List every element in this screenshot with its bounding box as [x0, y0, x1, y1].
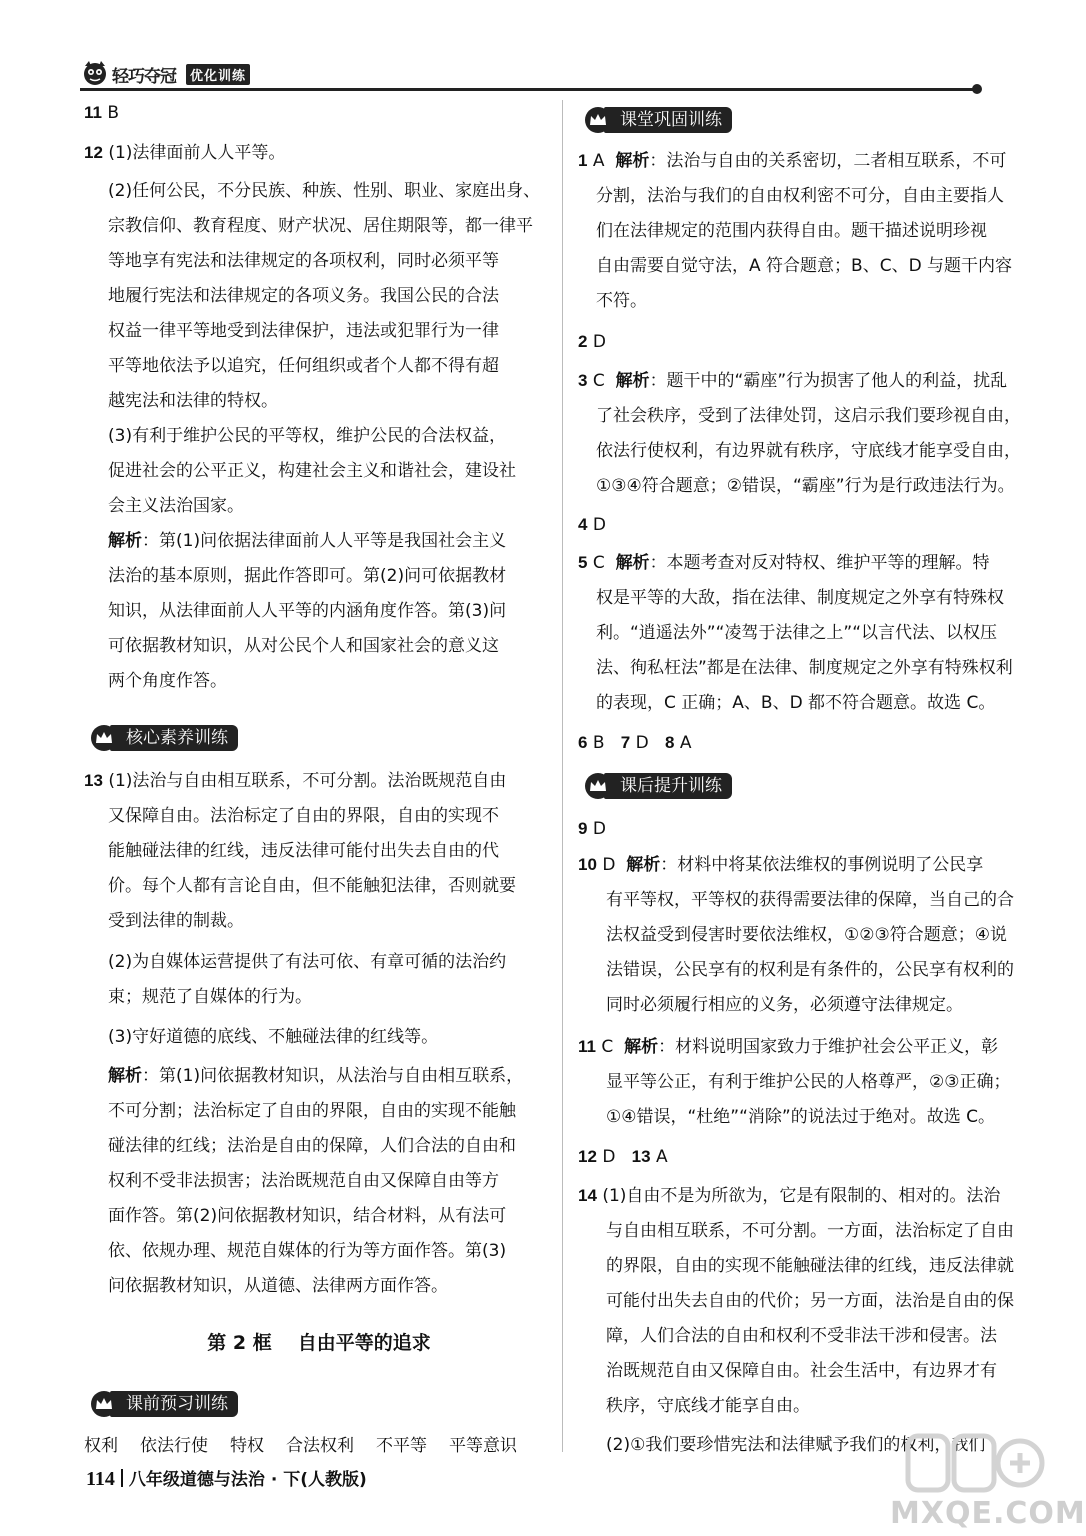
answer-11-line: 11 C 解析：材料说明国家致力于维护社会公平正义，彰 — [578, 1037, 999, 1057]
answer-9: 9 D — [578, 819, 606, 839]
answer-3-line: 了社会秩序，受到了法律处罚，这启示我们要珍视自由， — [596, 406, 1021, 426]
answer-1-line: 分割，法治与我们的自由权利密不可分，自由主要指人 — [596, 186, 1004, 206]
lesson-title: 第 2 框 自由平等的追求 — [207, 1332, 431, 1354]
analysis-label: 解析 — [615, 553, 650, 573]
answer-14-line: 治既规范自由又保障自由。社会生活中，有边界才有 — [606, 1361, 997, 1381]
watermark-text: MXQE.COM — [890, 1496, 1086, 1531]
answer-5-line: 权是平等的大敌，指在法律、制度规定之外享有特殊权 — [596, 588, 1004, 608]
watermark-stamp-icon — [904, 1430, 1044, 1496]
answer-13-line: 能触碰法律的红线，违反法律可能付出失去自由的代 — [108, 841, 499, 861]
answer-11-line: ①④错误，“杜绝”“消除”的说法过于绝对。故选 C。 — [606, 1107, 995, 1127]
answer-14-line: 障，人们合法的自由和权利不受非法干涉和侵害。法 — [606, 1326, 997, 1346]
answer-3-line: 3 C 解析：题干中的“霸座”行为损害了他人的利益，扰乱 — [578, 371, 1008, 391]
answer-11-line: 显平等公正，有利于维护公民的人格尊严，②③正确； — [606, 1072, 1011, 1092]
answer-14-line: 与自由相互联系，不可分割。一方面，法治标定了自由 — [606, 1221, 1014, 1241]
answer-13-line: 价。每个人都有言论自由，但不能触犯法律，否则就要 — [108, 876, 516, 896]
header-rule — [80, 88, 980, 91]
answer-4: 4 D — [578, 515, 606, 535]
section-tag-label: 核心素养训练 — [110, 725, 238, 751]
answer-5-line: 5 C 解析：本题考查对反对特权、维护平等的理解。特 — [578, 553, 990, 573]
answer-5-line: 的表现，C 正确；A、B、D 都不符合题意。故选 C。 — [596, 693, 996, 713]
answer-12-line: 促进社会的公平正义，构建社会主义和谐社会，建设社 — [108, 461, 516, 481]
answer-13-line: (3)守好道德的底线、不触碰法律的红线等。 — [108, 1027, 439, 1047]
answer-14-line: 的界限，自由的实现不能触碰法律的红线，违反法律就 — [606, 1256, 1014, 1276]
crown-icon — [584, 106, 614, 134]
analysis-label: 解析 — [615, 371, 650, 391]
book-title: 八年级道德与法治 · 下(人教版) — [128, 1470, 367, 1490]
analysis-13-line: 问依据教材知识，从道德、法律两方面作答。 — [108, 1276, 448, 1296]
analysis-label: 解析 — [615, 151, 650, 171]
answer-12-line: 平等地依法予以追究，任何组织或者个人都不得有超 — [108, 356, 499, 376]
answer-1-line: 们在法律规定的范围内获得自由。题干描述说明珍视 — [596, 221, 987, 241]
answer-14-line: 14 (1)自由不是为所欲为，它是有限制的、相对的。法治 — [578, 1186, 1001, 1206]
section-tag-label: 课后提升训练 — [604, 773, 732, 799]
brand-subtitle: 优化训练 — [186, 64, 250, 85]
keyword: 不平等 — [376, 1436, 427, 1456]
answer-13-line: 又保障自由。法治标定了自由的界限，自由的实现不 — [108, 806, 499, 826]
header-rule-end-dot — [972, 84, 982, 94]
keyword: 依法行使 — [140, 1436, 208, 1456]
answer-12-line: 宗教信仰、教育程度、财产状况、居住期限等，都一律平 — [108, 216, 533, 236]
answer-10-line: 法权益受到侵害时要依法维权，①②③符合题意；④说 — [606, 925, 1007, 945]
analysis-13-line: 依、依规办理、规范自媒体的行为等方面作答。第(3) — [108, 1241, 507, 1261]
analysis-13-line: 解析：第(1)问依据教材知识，从法治与自由相互联系， — [108, 1066, 524, 1086]
footer-separator — [121, 1469, 123, 1487]
answer-3-line: ①③④符合题意；②错误，“霸座”行为是行政违法行为。 — [596, 476, 1015, 496]
section-tag-label: 课前预习训练 — [110, 1391, 238, 1417]
keyword: 合法权利 — [286, 1436, 354, 1456]
analysis-label: 解析 — [626, 855, 661, 875]
analysis-label: 解析 — [624, 1037, 659, 1057]
answer-13-line: (2)为自媒体运营提供了有法可依、有章可循的法治约 — [108, 952, 507, 972]
watermark — [890, 1430, 1086, 1536]
answer-10-line: 10 D 解析：材料中将某依法维权的事例说明了公民享 — [578, 855, 984, 875]
page-footer — [86, 1464, 367, 1494]
answer-12-line: 权益一律平等地受到法律保护，违法或犯罪行为一律 — [108, 321, 499, 341]
answer-5-line: 利。“逍遥法外”“凌驾于法律之上”“以言代法、以权压 — [596, 623, 998, 643]
analysis-12-line: 知识，从法律面前人人平等的内涵角度作答。第(3)问 — [108, 601, 507, 621]
crown-icon — [90, 724, 120, 752]
answers-12-13: 12 D 13 A — [578, 1147, 668, 1167]
analysis-13-line: 不可分割；法治标定了自由的界限，自由的实现不能触 — [108, 1101, 516, 1121]
answer-13-line: 13 (1)法治与自由相互联系，不可分割。法治既规范自由 — [84, 771, 507, 791]
answer-12-line: 地履行宪法和法律规定的各项义务。我国公民的合法 — [108, 286, 499, 306]
answer-1-line: 1 A 解析：法治与自由的关系密切，二者相互联系，不可 — [578, 151, 1007, 171]
keyword: 特权 — [230, 1436, 264, 1456]
answer-14-line: (2)①我们要珍惜宪法和法律赋予我们的权利，我们 — [606, 1435, 986, 1455]
answer-10-line: 同时必须履行相应的义务，必须遵守法律规定。 — [606, 995, 963, 1015]
column-divider — [562, 100, 563, 1452]
answer-13-line: 束；规范了自媒体的行为。 — [108, 987, 312, 1007]
analysis-12-line: 两个角度作答。 — [108, 671, 227, 691]
page-header — [80, 58, 980, 92]
answer-2: 2 D — [578, 332, 606, 352]
answer-10-line: 法错误，公民享有的权利是有条件的，公民享有权利的 — [606, 960, 1014, 980]
keyword-row — [84, 1431, 554, 1461]
analysis-label: 解析 — [108, 1066, 142, 1086]
analysis-12-line: 可依据教材知识，从对公民个人和国家社会的意义这 — [108, 636, 499, 656]
answer-14-line: 可能付出失去自由的代价；另一方面，法治是自由的保 — [606, 1291, 1014, 1311]
answer-10-line: 有平等权，平等权的获得需要法律的保障，当自己的合 — [606, 890, 1014, 910]
analysis-12-line: 解析：第(1)问依据法律面前人人平等是我国社会主义 — [108, 531, 507, 551]
answer-12-line: 12 (1)法律面前人人平等。 — [84, 143, 286, 163]
analysis-13-line: 面作答。第(2)问依据教材知识，结合材料，从有法可 — [108, 1206, 507, 1226]
answers-6-to-8: 6 B 7 D 8 A — [578, 733, 692, 753]
analysis-13-line: 碰法律的红线；法治是自由的保障，人们合法的自由和 — [108, 1136, 516, 1156]
answer-12-line: 会主义法治国家。 — [108, 496, 244, 516]
answer-12-line: (3)有利于维护公民的平等权，维护公民的合法权益， — [108, 426, 507, 446]
analysis-12-line: 法治的基本原则，据此作答即可。第(2)问可依据教材 — [108, 566, 507, 586]
answer-12-line: 等地享有宪法和法律规定的各项权利，同时必须平等 — [108, 251, 499, 271]
answer-12-line: (2)任何公民，不分民族、种族、性别、职业、家庭出身、 — [108, 181, 541, 201]
analysis-13-line: 权利不受非法损害；法治既规范自由又保障自由等方 — [108, 1171, 499, 1191]
answer-1-line: 自由需要自觉守法，A 符合题意；B、C、D 与题干内容 — [596, 256, 1013, 276]
answer-13-line: 受到法律的制裁。 — [108, 911, 244, 931]
brand-title: 轻巧夺冠 — [112, 67, 176, 87]
keyword: 权利 — [84, 1436, 118, 1456]
answer-11: 11 B — [84, 103, 120, 123]
mascot-logo-icon — [80, 58, 110, 88]
crown-icon — [90, 1390, 120, 1418]
answer-3-line: 依法行使权利，有边界就有秩序，守底线才能享受自由， — [596, 441, 1021, 461]
analysis-label: 解析 — [108, 531, 142, 551]
answer-1-line: 不符。 — [596, 291, 647, 311]
answer-12-line: 越宪法和法律的特权。 — [108, 391, 278, 411]
page-number: 114 — [86, 1468, 115, 1490]
section-tag-label: 课堂巩固训练 — [604, 107, 732, 133]
crown-icon — [584, 772, 614, 800]
answer-5-line: 法、徇私枉法”都是在法律、制度规定之外享有特殊权利 — [596, 658, 1013, 678]
answer-14-line: 秩序，守底线才能享自由。 — [606, 1396, 810, 1416]
keyword: 平等意识 — [449, 1436, 517, 1456]
